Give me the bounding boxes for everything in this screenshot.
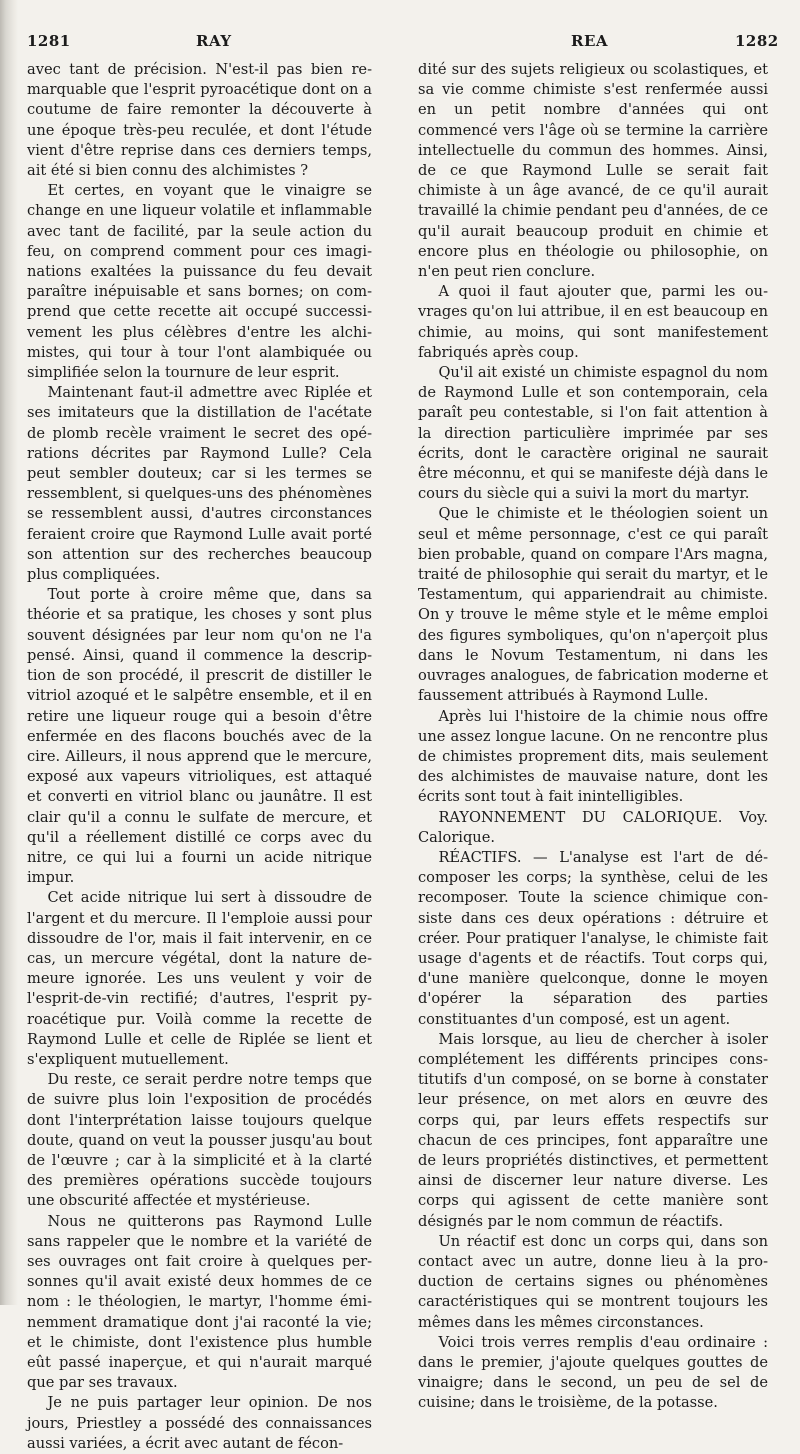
paragraph: Maintenant faut-il admettre avec Riplée et ses imitateurs que la distillation de l'acétate de plomb recèle vraiment le secret des opérations décrites par Raymond Lulle? Cela peut sembler douteux; car si les termes se ressemblent, si quelques-uns des phénomènes se ressemblent aussi, d'autres circonstances feraient croire que Raymond Lulle avait porté son attention sur des recherches beaucoup plus compliquées.: [27, 384, 372, 584]
right-page-number: 1282: [735, 32, 779, 50]
paragraph: avec tant de précision. N'est-il pas bien remarquable que l'esprit pyroacétique dont on a coutume de faire remonter la découverte à une époque très-peu reculée, et dont l'étude vient d'être reprise dans ces derniers temps, ait été si bien connu des alchimistes ?: [27, 61, 372, 180]
left-running-head: RAY: [196, 32, 232, 50]
page-binding-edge: [0, 0, 18, 1305]
paragraph: Du reste, ce serait perdre notre temps que de suivre plus loin l'exposition de procédés dont l'interprétation laisse toujours quelque doute, quand on veut la pousser jusqu'au bout de l'œuvre ; car à la simplicité et à la clarté des premières opérations succède toujours une obscurité affectée et mystérieuse.: [27, 1071, 372, 1210]
left-page-number: 1281: [27, 32, 71, 50]
paragraph: Je ne puis partager leur opinion. De nos jours, Priestley a possédé des connaissances aussi variées, a écrit avec autant de fécon-: [27, 1394, 372, 1452]
paragraph: A quoi il faut ajouter que, parmi les ouvrages qu'on lui attribue, il en est beaucoup en chimie, au moins, qui sont manifestement fabriqués après coup.: [418, 283, 768, 361]
entry-rayonnement: RAYONNEMENT DU CALORIQUE. Voy. Calorique.: [418, 808, 768, 846]
paragraph: Et certes, en voyant que le vinaigre se change en une liqueur volatile et inflammable avec tant de facilité, par la seule action du feu, on comprend comment pour ces imaginations exaltées la puissance du feu devait paraître inépuisable et sans bornes; on comprend que cette recette ait occupé successivement les plus célèbres d'entre les alchimistes, qui tour à tour l'ont alambiquée ou simplifiée selon la tournure de leur esprit.: [27, 182, 372, 382]
paragraph: Que le chimiste et le théologien soient un seul et même personnage, c'est ce qui paraît bien probable, quand on compare l'Ars magna, traité de philosophie qui serait du martyr, et le Testamentum, qui appariendrait au chimiste. On y trouve le même style et le même emploi des figures symboliques, qu'on n'aperçoit plus dans le Novum Testamentum, ni dans les ouvrages analogues, de fabrication moderne et faussement attribués à Raymond Lulle.: [418, 505, 768, 705]
paragraph: dité sur des sujets religieux ou scolastiques, et sa vie comme chimiste s'est renfermée aussi en un petit nombre d'années qui ont commencé vers l'âge où se termine la carrière intellectuelle du commun des hommes. Ainsi, de ce que Raymond Lulle se serait fait chimiste à un âge avancé, de ce qu'il aurait travaillé la chimie pendant peu d'années, de ce qu'il aurait beaucoup produit en chimie et encore plus en théologie ou philosophie, on n'en peut rien conclure.: [418, 61, 768, 281]
paragraph: Qu'il ait existé un chimiste espagnol du nom de Raymond Lulle et son contemporain, cela paraît peu contestable, si l'on fait attention à la direction particulière imprimée par ses écrits, dont le caractère original ne saurait être méconnu, et qui se manifeste déjà dans le cours du siècle qui a suivi la mort du martyr.: [418, 364, 768, 503]
entry-reactifs: RÉACTIFS. — L'analyse est l'art de décomposer les corps; la synthèse, celui de les recomposer. Toute la science chimique consiste dans ces deux opérations : détruire et créer. Pour pratiquer l'analyse, le chimiste fait usage d'agents et de réactifs. Tout corps qui, d'une manière quelconque, donne le moyen d'opérer la séparation des parties constituantes d'un composé, est un agent.: [418, 848, 768, 1028]
paragraph: Mais lorsque, au lieu de chercher à isoler complétement les différents principes constitutifs d'un composé, on se borne à constater leur présence, on met alors en œuvre des corps qui, par leurs effets respectifs sur chacun de ces principes, font apparaître une de leurs propriétés distinctives, et permettent ainsi de discerner leur nature diverse. Les corps qui agissent de cette manière sont désignés par le nom commun de réactifs.: [418, 1030, 768, 1230]
right-running-head: REA: [571, 32, 609, 50]
left-column: [27, 60, 372, 1454]
paragraph: Cet acide nitrique lui sert à dissoudre de l'argent et du mercure. Il l'emploie aussi pour dissoudre de l'or, mais il fait intervenir, en ce cas, un mercure végétal, dont la nature demeure ignorée. Les uns veulent y voir de l'esprit-de-vin rectifié; d'autres, l'esprit pyroacétique pur. Voilà comme la recette de Raymond Lulle et celle de Riplée se lient et s'expliquent mutuellement.: [27, 889, 372, 1068]
paragraph: Un réactif est donc un corps qui, dans son contact avec un autre, donne lieu à la production de certains signes ou phénomènes caractéristiques qui se montrent toujours les mêmes dans les mêmes circonstances.: [418, 1232, 768, 1331]
paragraph: Nous ne quitterons pas Raymond Lulle sans rappeler que le nombre et la variété de ses ouvrages ont fait croire à quelques personnes qu'il avait existé deux hommes de ce nom : le théologien, le martyr, l'homme éminemment dramatique dont j'ai raconté la vie; et le chimiste, dont l'existence plus humble eût passé inaperçue, et qui n'aurait marqué que par ses travaux.: [27, 1212, 372, 1392]
paragraph: Tout porte à croire même que, dans sa théorie et sa pratique, les choses y sont plus souvent désignées par leur nom qu'on ne l'a pensé. Ainsi, quand il commence la description de son procédé, il prescrit de distiller le vitriol azoqué et le salpêtre ensemble, et il en retire une liqueur rouge qui a besoin d'être enfermée en des flacons bouchés avec de la cire. Ailleurs, il nous apprend que le mercure, exposé aux vapeurs vitrioliques, est attaqué et converti en vitriol blanc ou jaunâtre. Il est clair qu'il a connu le sulfate de mercure, et qu'il a réellement distillé ce corps avec du nitre, ce qui lui a fourni un acide nitrique impur.: [27, 586, 372, 887]
right-column: [418, 60, 768, 1414]
paragraph: Après lui l'histoire de la chimie nous offre une assez longue lacune. On ne rencontre plus de chimistes proprement dits, mais seulement des alchimistes de mauvaise nature, dont les écrits sont tout à fait inintelligibles.: [418, 707, 768, 806]
paragraph: Voici trois verres remplis d'eau ordinaire : dans le premier, j'ajoute quelques gouttes de vinaigre; dans le second, un peu de sel de cuisine; dans le troisième, de la potasse.: [418, 1333, 768, 1412]
